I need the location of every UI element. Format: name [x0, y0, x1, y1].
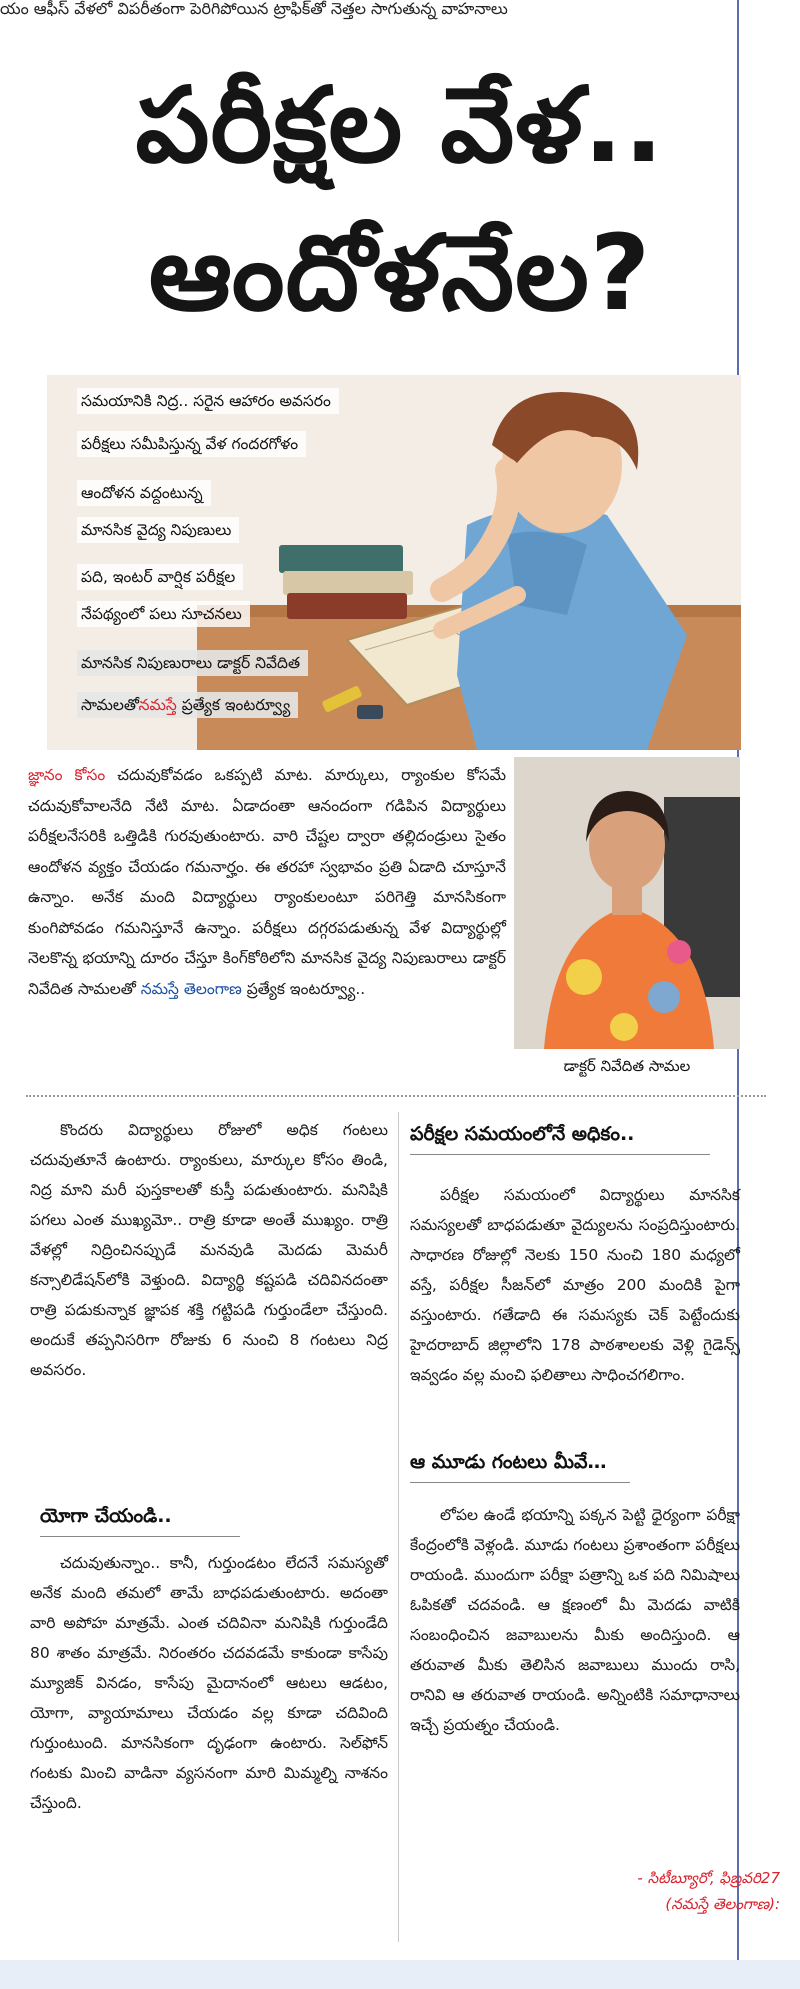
headline-line-2: ఆందోళనేల? [148, 212, 652, 334]
subhead-yoga: యోగా చేయండి.. [40, 1505, 172, 1527]
subhead-exam-time: పరీక్షల సమయంలోనే అధికం.. [410, 1123, 635, 1145]
highlight-7: మానసిక నిపుణురాలు డాక్టర్ నివేదిత [77, 650, 308, 676]
highlight-8-tail: ప్రత్యేక ఇంటర్వ్యూ [176, 696, 291, 714]
highlight-4: మానసిక వైద్య నిపుణులు [77, 517, 239, 543]
highlight-8-lead: సామలతో [81, 696, 139, 714]
bottom-strip [0, 1960, 800, 1989]
top-strip-text: యం ఆఫీస్ వేళ‌లో విప‌రీతంగా పెరిగిపోయిన ట్రాఫిక్‌తో నెత్త‌ల సాగుతున్న వాహ‌నాలు [0, 0, 508, 18]
photo-caption: డాక్టర్ నివేదిత సామల [563, 1057, 691, 1075]
column-divider [398, 1112, 399, 1942]
dateline-line-1: - సిటీబ్యూరో, ఫిబ్రవరి27 [637, 1869, 780, 1887]
intro-paragraph [28, 760, 506, 1004]
intro-tail: ప్రత్యేక ఇంటర్వ్యూ.. [241, 979, 366, 998]
subhead-exam-time-rule [410, 1154, 710, 1155]
highlight-6: నేపథ్యంలో పలు సూచనలు [77, 601, 250, 627]
left-paragraph-1: కొందరు విద్యార్థులు రోజులో అధిక గంటలు చదువుతూనే ఉంటారు. ర్యాంకులు, మార్కుల కోసం తిండి, నిద్ర మాని మరీ పుస్తకాలతో కుస్తీ పడుతుంటారు. మనిషికి పగలు ఎంత ముఖ్యమో.. రాత్రి కూడా అంతే ముఖ్యం. రాత్రి వేళల్లో నిద్రించినప్పుడే మనవుడి మెదడు మెమరీ కన్సాలిడేషన్‌లోకి వెళ్తుంది. విద్యార్థి కష్టపడి చదివినదంతా రాత్రి పడుకున్నాక జ్ఞాపక శక్తి గట్టిపడి గుర్తుండేలా చేస్తుంది. అందుకే తప్పనిసరిగా రోజుకు 6 నుంచి 8 గంటలు నిద్ర అవసరం. [30, 1121, 388, 1379]
highlight-3: ఆందోళన వద్దంటున్న [77, 480, 211, 506]
highlight-brand: నమస్తే [138, 696, 177, 714]
right-column [410, 1180, 740, 1390]
dotted-separator [26, 1095, 766, 1097]
dateline [560, 1865, 780, 1917]
intro-kicker: జ్ఞానం కోసం [28, 766, 106, 784]
left-column [30, 1115, 388, 1385]
highlight-8 [77, 692, 298, 718]
intro-body: చదువుకోవడం ఒకప్పటి మాట. మార్కులు, ర్యాంకుల కోసమే చదువుకోవాలనేది నేటి మాట. ఏడాదంతా ఆనందంగా గడిపిన విద్యార్థులు పరీక్షలనేసరికి ఒత్తిడికి గురవుతుంటారు. వారి చేష్టల ద్వారా తల్లిదండ్రులు సైతం ఆందోళన వ్యక్తం చేయడం గమనార్హం. ఈ తరహా స్వభావం ప్రతి ఏడాది చూస్తూనే ఉన్నాం. అనేక మంది విద్యార్థులు ర్యాంకులంటూ పరిగెత్తి మానసికంగా కుంగిపోవడం గమనిస్తూనే ఉన్నాం. పరీక్షలు దగ్గరపడుతున్న వేళ విద్యార్థుల్లో నెలకొన్న భయాన్ని దూరం చేస్తూ కింగ్‌కోఠిలోని మానసిక వైద్య నిపుణురాలు డాక్టర్ నివేదిత సామలతో [28, 766, 506, 998]
subhead-three-hours: ఆ మూడు గంటలు మీవే… [410, 1451, 607, 1473]
right-paragraph-2: లోపల ఉండే భయాన్ని పక్కన పెట్టి ధైర్యంగా పరీక్షా కేంద్రంలోకి వెళ్లండి. మూడు గంటలు ప్రశాంతంగా పరీక్షలు రాయండి. ముందుగా పరీక్షా పత్రాన్ని ఒక పది నిమిషాలు ఓపికతో చదవండి. ఆ క్షణంలో మీ మెదడు వాటికి సంబంధించిన జవాబులను మీకు అందిస్తుంది. ఆ తరువాత మీకు తెలిసిన జవాబులు ముందు రాసి, రానివి ఆ తరువాత రాయండి. అన్నింటికి సమాధానాలు ఇచ్చే ప్రయత్నం చేయండి. [410, 1506, 740, 1734]
right-paragraph-1: పరీక్షల సమయంలో విద్యార్థులు మానసిక సమస్యలతో బాధపడుతూ వైద్యులను సంప్రదిస్తుంటారు. సాధారణ రోజుల్లో నెలకు 150 నుంచి 180 మధ్యలో వస్తే, పరీక్షల సీజన్‌లో మాత్రం 200 మందికి పైగా వస్తుంటారు. గతేడాది ఈ సమస్యకు చెక్ పెట్టేందుకు హైదరాబాద్ జిల్లాలోని 178 పాఠశాలలకు వెళ్లి గైడెన్స్ ఇవ్వడం వల్ల మంచి ఫలితాలు సాధించగలిగాం. [410, 1186, 740, 1384]
highlight-5: పది, ఇంటర్ వార్షిక పరీక్షల [77, 564, 243, 590]
subhead-yoga-rule [40, 1536, 240, 1537]
headline-line-1: పరీక్షల వేళ.. [135, 64, 665, 186]
hero-illustration [47, 375, 741, 750]
right-column-2 [410, 1500, 740, 1740]
highlight-2: పరీక్షలు సమీపిస్తున్న వేళ గందరగోళం [77, 431, 306, 457]
doctor-photo [514, 757, 740, 1049]
left-paragraph-2: చదువుతున్నాం.. కానీ, గుర్తుండటం లేదనే సమస్యతో అనేక మంది తమలో తామే బాధపడుతుంటారు. అదంతా వారి అపోహ మాత్రమే. ఎంత చదివినా మనిషికి గుర్తుండేది 80 శాతం మాత్రమే. నిరంతరం చదవడమే కాకుండా కాసేపు మ్యూజిక్ వినడం, కాసేపు మైదానంలో ఆటలు ఆడటం, యోగా, వ్యాయామాలు చేయడం వల్ల కూడా చదివింది గుర్తుంటుంది. మానసికంగా దృఢంగా ఉంటారు. సెల్‌ఫోన్ గంటకు మించి వాడినా వ్యసనంగా మారి మిమ్మల్ని నాశనం చేస్తుంది. [30, 1554, 388, 1812]
left-column-2 [30, 1548, 388, 1818]
highlight-1: సమయానికి నిద్ర.. సరైన ఆహారం అవసరం [77, 388, 339, 414]
intro-brand: నమస్తే తెలంగాణ [140, 979, 242, 998]
doctor-portrait [514, 757, 740, 1049]
dateline-line-2: (నమస్తే తెలంగాణ): [665, 1895, 780, 1913]
subhead-three-hours-rule [410, 1482, 630, 1483]
